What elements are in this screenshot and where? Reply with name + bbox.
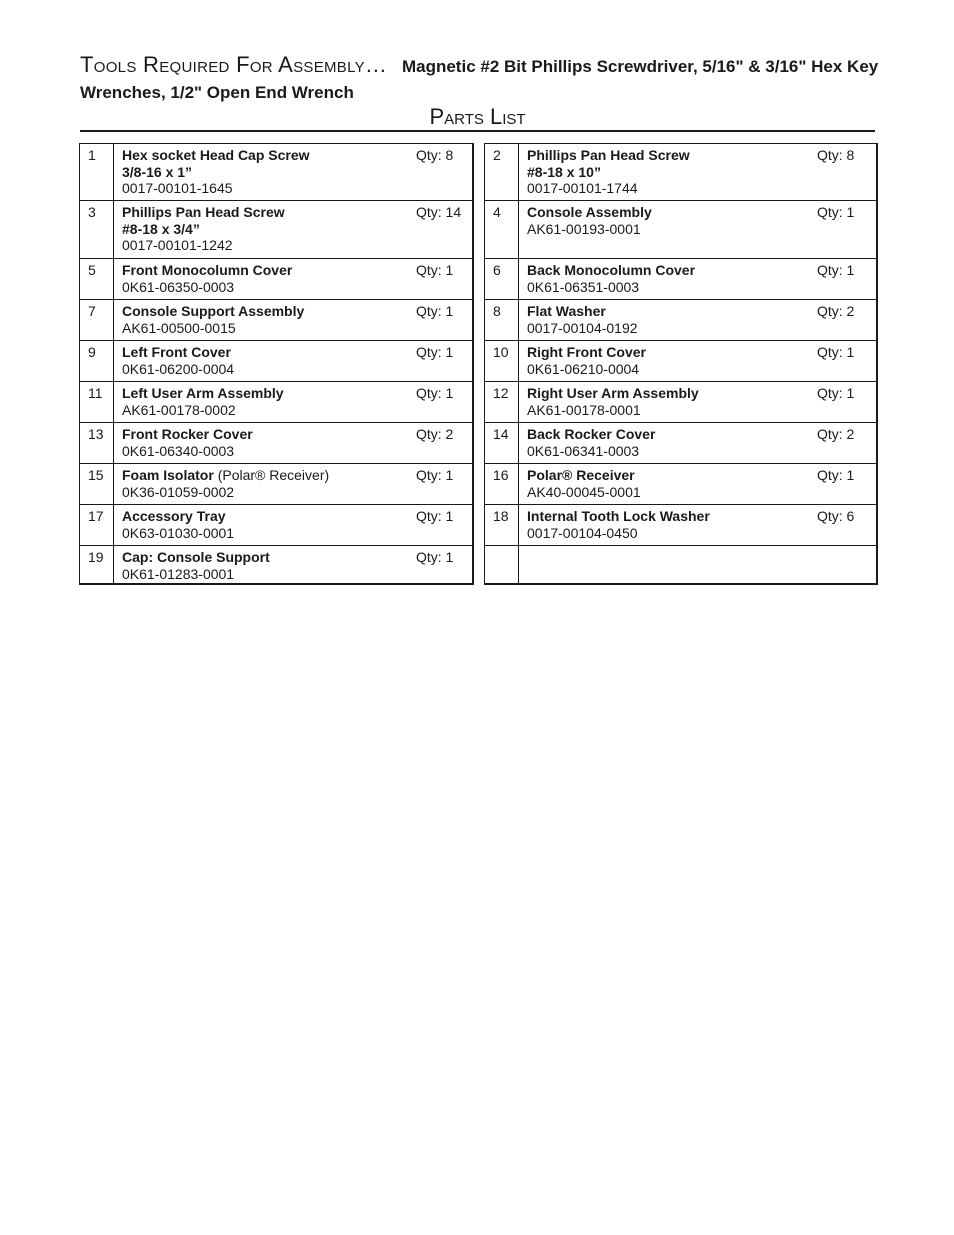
part-qty: Qty: 2 [817,303,855,319]
part-number: 4 [485,201,519,258]
part-qty: Qty: 1 [416,549,454,565]
part-code: 0K61-06340-0003 [122,442,235,459]
tools-list: Magnetic #2 Bit Phillips Screwdriver, 5/16" & 3/16" Hex Key Wrenches, 1/2" Open End Wrench [80,57,879,102]
part-name: Front Rocker Cover [122,426,253,442]
part-code: 0K61-06351-0003 [527,278,640,295]
part-qty: Qty: 1 [416,385,454,401]
part-row [485,340,876,381]
part-number: 1 [80,144,114,200]
part-number: 15 [80,464,114,504]
part-code: 0K61-06341-0003 [527,442,640,459]
part-qty: Qty: 1 [817,467,855,483]
part-code: 0017-00101-1744 [527,180,638,196]
part-qty: Qty: 2 [416,426,454,442]
part-description [519,341,876,381]
part-name: Console Assembly [527,204,652,220]
part-qty: Qty: 6 [817,508,855,524]
part-code: AK40-00045-0001 [527,483,641,500]
part-name: Flat Washer [527,303,606,319]
part-number: 6 [485,259,519,299]
part-number: 8 [485,300,519,340]
part-number: 16 [485,464,519,504]
part-code: 0K61-06200-0004 [122,360,235,377]
part-code: 0K61-06210-0004 [527,360,640,377]
part-row [80,504,472,545]
part-description [114,144,472,200]
part-code: 0017-00101-1242 [122,237,233,253]
part-description [519,382,876,422]
part-description [519,464,876,504]
part-description [114,300,472,340]
tools-required [80,52,880,106]
part-row [80,545,472,583]
part-qty: Qty: 14 [416,204,462,220]
part-name: Phillips Pan Head Screw #8-18 x 3/4” [122,204,285,237]
part-number: 13 [80,423,114,463]
part-name: Left Front Cover [122,344,231,360]
part-description [519,423,876,463]
part-number: 18 [485,505,519,545]
part-qty: Qty: 1 [416,508,454,524]
part-row [485,144,876,200]
part-code: 0K36-01059-0002 [122,483,235,500]
part-description [114,341,472,381]
part-number: 19 [80,546,114,583]
part-name: Back Rocker Cover [527,426,656,442]
part-qty: Qty: 1 [416,303,454,319]
part-number: 2 [485,144,519,200]
part-description [519,300,876,340]
title-rule [80,130,875,132]
part-description [114,201,472,258]
part-row [485,299,876,340]
part-name: Hex socket Head Cap Screw 3/8-16 x 1” [122,147,310,180]
part-number: 5 [80,259,114,299]
part-code: AK61-00500-0015 [122,319,236,336]
part-number: 17 [80,505,114,545]
part-name: Right User Arm Assembly [527,385,699,401]
part-number [485,546,519,583]
part-name: Accessory Tray [122,508,226,524]
part-row [80,463,472,504]
part-row [80,144,472,200]
part-row [80,340,472,381]
part-qty: Qty: 1 [416,262,454,278]
part-name: Back Monocolumn Cover [527,262,696,278]
part-name: Polar® Receiver [527,467,635,483]
part-code: AK61-00178-0001 [527,401,641,418]
part-row [485,422,876,463]
part-qty: Qty: 1 [817,204,855,220]
part-description [519,201,876,258]
part-code: 0017-00101-1645 [122,180,233,196]
part-name: Phillips Pan Head Screw #8-18 x 10” [527,147,690,180]
part-qty: Qty: 2 [817,426,855,442]
part-row [485,200,876,258]
part-description [114,423,472,463]
part-row [485,504,876,545]
part-number: 11 [80,382,114,422]
part-qty: Qty: 1 [817,344,855,360]
part-row [80,422,472,463]
part-code: AK61-00193-0001 [527,220,641,237]
part-row [485,463,876,504]
part-qty: Qty: 8 [817,147,855,163]
part-row [80,299,472,340]
part-description [519,259,876,299]
part-name: Left User Arm Assembly [122,385,284,401]
part-number: 9 [80,341,114,381]
tools-heading: Tools Required For Assembly… [80,52,388,77]
part-description [114,464,472,504]
part-code: 0K61-01283-0001 [122,565,235,582]
part-row [80,200,472,258]
part-qty: Qty: 1 [817,262,855,278]
part-code: 0K63-01030-0001 [122,524,235,541]
part-number: 3 [80,201,114,258]
part-qty: Qty: 1 [817,385,855,401]
part-description [519,144,876,200]
part-number: 7 [80,300,114,340]
empty-row [485,545,876,583]
part-description [519,505,876,545]
part-row [80,258,472,299]
part-code: 0K61-06350-0003 [122,278,235,295]
parts-table-right [484,143,878,585]
part-description [114,505,472,545]
part-name: Cap: Console Support [122,549,270,565]
part-note: (Polar® Receiver) [217,467,330,483]
part-qty: Qty: 1 [416,467,454,483]
part-number: 12 [485,382,519,422]
part-description [114,382,472,422]
part-qty: Qty: 8 [416,147,454,163]
parts-table-left [79,143,474,585]
part-row [80,381,472,422]
part-name: Console Support Assembly [122,303,305,319]
part-description [114,546,472,583]
part-row [485,381,876,422]
part-name: Right Front Cover [527,344,646,360]
part-code: AK61-00178-0002 [122,401,236,418]
part-number: 14 [485,423,519,463]
part-name: Internal Tooth Lock Washer [527,508,710,524]
part-code: 0017-00104-0450 [527,524,638,541]
part-row [485,258,876,299]
part-code: 0017-00104-0192 [527,319,638,336]
part-number: 10 [485,341,519,381]
part-name: Foam Isolator (Polar® Receiver) [122,467,330,483]
part-description [519,546,876,583]
part-description [114,259,472,299]
parts-list-title: Parts List [429,104,526,129]
part-qty: Qty: 1 [416,344,454,360]
part-name: Front Monocolumn Cover [122,262,293,278]
